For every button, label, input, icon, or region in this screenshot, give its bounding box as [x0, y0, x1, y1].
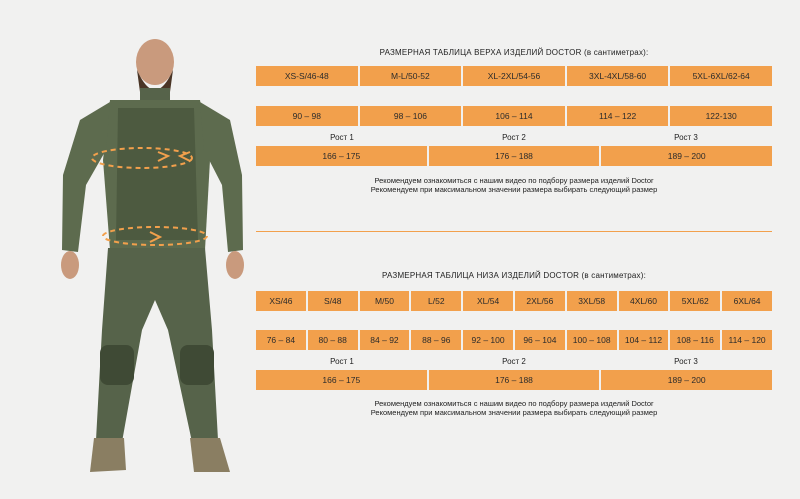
- bottom-size-cell: 5XL/62: [670, 291, 722, 311]
- top-heights-row: [256, 146, 772, 166]
- height-label: Рост 3: [674, 357, 698, 366]
- top-height-cell: 189 – 200: [601, 146, 772, 166]
- height-label: Рост 2: [502, 133, 526, 142]
- top-size-cell: 3XL-4XL/58-60: [567, 66, 671, 86]
- bottom-waist-row: [256, 330, 772, 350]
- top-size-cell: XS-S/46-48: [256, 66, 360, 86]
- bottom-table-title: РАЗМЕРНАЯ ТАБЛИЦА НИЗА ИЗДЕЛИЙ DOCTOR (в сантиметрах):: [381, 271, 647, 280]
- top-height-cell: 166 – 175: [256, 146, 429, 166]
- bottom-size-cell: S/48: [308, 291, 360, 311]
- section-divider: [256, 231, 772, 232]
- bottom-waist-cell: 80 – 88: [308, 330, 360, 350]
- model-illustration: [0, 0, 260, 494]
- bottom-note-line1: Рекомендуем ознакомиться с нашим видео по подбору размера изделий Doctor: [374, 399, 654, 408]
- bottom-waist-cell: 108 – 116: [670, 330, 722, 350]
- top-chest-cell: 122-130: [670, 106, 772, 126]
- top-size-cell: 5XL-6XL/62-64: [670, 66, 772, 86]
- height-label: Рост 3: [674, 133, 698, 142]
- bottom-sizes-row: [256, 291, 772, 311]
- bottom-height-cell: 189 – 200: [601, 370, 772, 390]
- bottom-height-cell: 166 – 175: [256, 370, 429, 390]
- top-height-labels: [256, 133, 772, 142]
- bottom-size-cell: XL/54: [463, 291, 515, 311]
- bottom-waist-cell: 76 – 84: [256, 330, 308, 350]
- top-table-title: РАЗМЕРНАЯ ТАБЛИЦА ВЕРХА ИЗДЕЛИЙ DOCTOR (в сантиметрах):: [379, 48, 649, 57]
- bottom-size-cell: 3XL/58: [567, 291, 619, 311]
- top-chest-cell: 114 – 122: [567, 106, 671, 126]
- top-size-cell: XL-2XL/54-56: [463, 66, 567, 86]
- bottom-height-cell: 176 – 188: [429, 370, 602, 390]
- bottom-size-cell: 6XL/64: [722, 291, 772, 311]
- top-note-line1: Рекомендуем ознакомиться с нашим видео по подбору размера изделий Doctor: [374, 176, 654, 185]
- height-label: Рост 1: [330, 357, 354, 366]
- bottom-size-cell: L/52: [411, 291, 463, 311]
- bottom-waist-cell: 114 – 120: [722, 330, 772, 350]
- bottom-waist-cell: 96 – 104: [515, 330, 567, 350]
- height-label: Рост 1: [330, 133, 354, 142]
- bottom-heights-row: [256, 370, 772, 390]
- bottom-height-labels: [256, 357, 772, 366]
- top-chest-row: [256, 106, 772, 126]
- top-chest-cell: 98 – 106: [360, 106, 464, 126]
- bottom-size-cell: XS/46: [256, 291, 308, 311]
- top-size-cell: M-L/50-52: [360, 66, 464, 86]
- top-sizes-row: [256, 66, 772, 86]
- bottom-waist-cell: 104 – 112: [619, 330, 671, 350]
- bottom-note: [256, 399, 772, 417]
- bottom-waist-cell: 100 – 108: [567, 330, 619, 350]
- model-figure: [0, 0, 260, 494]
- top-chest-cell: 90 – 98: [256, 106, 360, 126]
- top-chest-cell: 106 – 114: [463, 106, 567, 126]
- bottom-note-line2: Рекомендуем при максимальном значении размера выбирать следующий размер: [370, 408, 658, 417]
- top-height-cell: 176 – 188: [429, 146, 602, 166]
- bottom-waist-cell: 88 – 96: [411, 330, 463, 350]
- bottom-waist-cell: 92 – 100: [463, 330, 515, 350]
- top-note: [256, 176, 772, 194]
- bottom-size-cell: M/50: [360, 291, 412, 311]
- bottom-size-cell: 2XL/56: [515, 291, 567, 311]
- bottom-size-cell: 4XL/60: [619, 291, 671, 311]
- top-note-line2: Рекомендуем при максимальном значении размера выбирать следующий размер: [370, 185, 658, 194]
- bottom-waist-cell: 84 – 92: [360, 330, 412, 350]
- height-label: Рост 2: [502, 357, 526, 366]
